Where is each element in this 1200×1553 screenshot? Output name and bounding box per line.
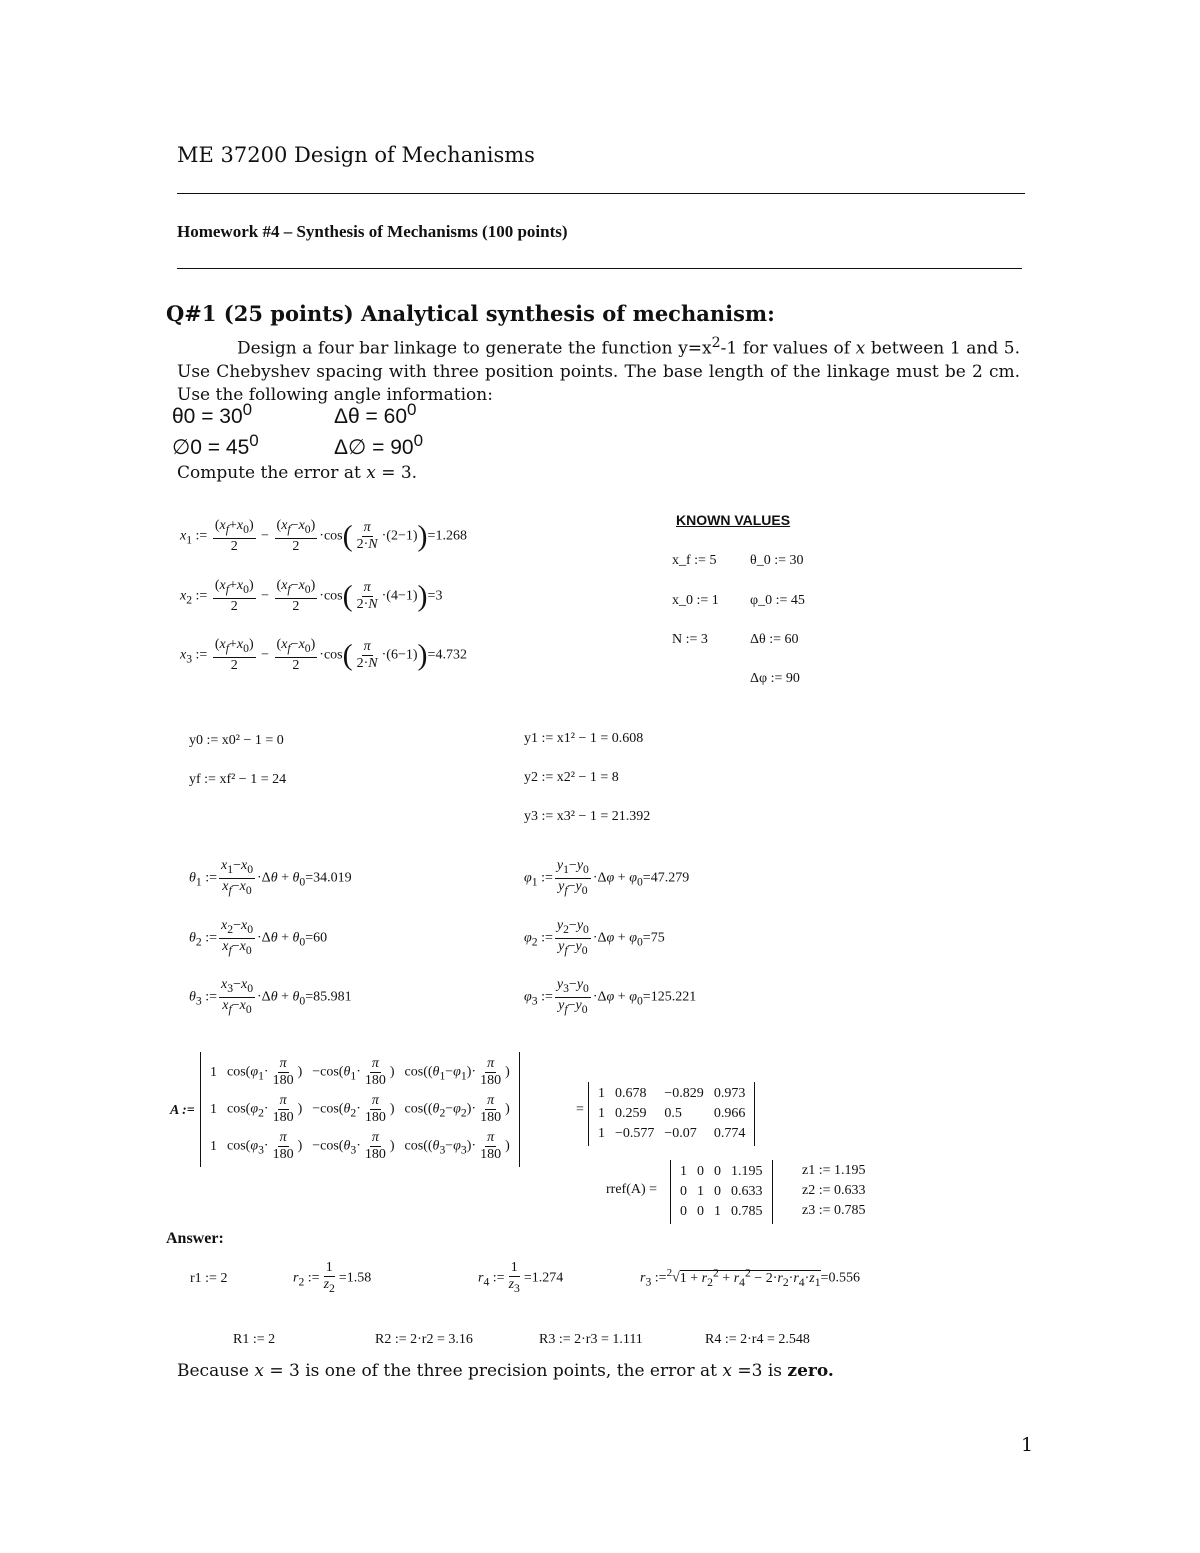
- rref-matrix: 1 0 0 1.195 0 1 0 0.633 0 0 1 0.785: [670, 1160, 773, 1224]
- para-x: x: [855, 338, 866, 359]
- eq-phi1: $\varphi_1$ := $\frac{y_1-y_0}{y_f-y_0}$ $\cdot\Delta\varphi + \varphi_0=47.279$: [524, 858, 690, 897]
- compute-line: Compute the error at x = 3.: [177, 463, 418, 483]
- homework-title: Homework #4 – Synthesis of Mechanisms (100 points): [177, 222, 568, 241]
- eq-theta3: $\theta_3$ := $\frac{x_3-x_0}{x_f-x_0}$ $\cdot\Delta\theta + \theta_0=85.981$: [189, 977, 352, 1016]
- delta-theta-line: $\Delta\theta = 60^0$: [334, 400, 417, 428]
- known-theta0: θ_0 := 30: [750, 553, 804, 568]
- eq-y3: y3 := x3² − 1 = 21.392: [524, 809, 651, 824]
- x2-result: 3: [435, 588, 443, 604]
- para-text-1: Design a four bar linkage to generate the function y=x: [237, 338, 712, 359]
- eq-x3: $x_3$ := $\frac{(x_f+x_0)}{2}$ − $\frac{(x_f-x_0)}{2}$ ·cos( $\frac{\pi}{2\cdot N}$ ·(6−1))=4.732: [180, 637, 467, 673]
- para-sup: 2: [711, 335, 721, 351]
- known-dtheta: Δθ := 60: [750, 632, 799, 647]
- r1-value: r1 := 2: [190, 1271, 228, 1286]
- matrix-A-values: 1 0.678 −0.829 0.973 1 0.259 0.5 0.966 1 −0.577 −0.07 0.774: [588, 1082, 755, 1146]
- delta-phi-line: Δ∅ = $90^0$: [334, 431, 424, 459]
- conclusion-line: Because x = 3 is one of the three precision points, the error at x =3 is zero.: [177, 1361, 834, 1381]
- theta0-line: $\theta 0 = 30^0$: [172, 400, 253, 428]
- eq-x1: $x_1$ := $\frac{(x_f+x_0)}{2}$ − $\frac{(x_f-x_0)}{2}$ ·cos( $\frac{\pi}{2\cdot N}$ ·(2−1))=1.268: [180, 518, 467, 554]
- divider-top: [177, 193, 1025, 194]
- z2-value: z2 := 0.633: [802, 1183, 866, 1198]
- R1-value: R1 := 2: [233, 1332, 276, 1347]
- eq-yf: yf := xf² − 1 = 24: [189, 772, 287, 787]
- known-x0: x_0 := 1: [672, 593, 719, 608]
- known-N: N := 3: [672, 632, 708, 647]
- x1-result: 1.268: [435, 528, 467, 544]
- page-number: 1: [1021, 1434, 1034, 1456]
- eq-x2: $x_2$ := $\frac{(x_f+x_0)}{2}$ − $\frac{(x_f-x_0)}{2}$ ·cos( $\frac{\pi}{2\cdot N}$ ·(4−1))=3: [180, 578, 443, 614]
- answer-heading: Answer:: [166, 1230, 224, 1247]
- phi0-line: ∅0 = $45^0$: [172, 431, 259, 459]
- question-heading: Q#1 (25 points) Analytical synthesis of mechanism:: [166, 301, 775, 326]
- known-dphi: Δφ := 90: [750, 671, 800, 686]
- known-values-heading: KNOWN VALUES: [676, 512, 791, 528]
- eq-y0: y0 := x0² − 1 = 0: [189, 733, 284, 748]
- x3-result: 4.732: [435, 647, 467, 663]
- eq-y2: y2 := x2² − 1 = 8: [524, 770, 619, 785]
- R2-value: R2 := 2·r2 = 3.16: [375, 1332, 473, 1347]
- eq-y1: y1 := x1² − 1 = 0.608: [524, 731, 644, 746]
- r4-eq: $r_4$ := $\frac{1}{z_3}$ =1.274: [478, 1260, 564, 1295]
- matrix-A-label: A :=: [170, 1103, 195, 1118]
- z3-value: z3 := 0.785: [802, 1203, 866, 1218]
- para-text-2: -1 for values of: [720, 338, 851, 359]
- rref-label: rref(A) =: [606, 1182, 658, 1197]
- course-title: ME 37200 Design of Mechanisms: [177, 143, 535, 167]
- question-paragraph: [177, 332, 1020, 407]
- eq-phi2: $\varphi_2$ := $\frac{y_2-y_0}{y_f-y_0}$ $\cdot\Delta\varphi + \varphi_0=75$: [524, 918, 665, 957]
- equals-sign: =: [576, 1102, 584, 1117]
- matrix-A-expression: 1 $\cos(\varphi_1\cdot$ $\frac{\pi}{180}$ ) $-\cos(\theta_1\cdot$ $\frac{\pi}{180}$ ) $\cos((\theta_1-\varphi_1)\cdot$ $\frac{\pi}{180}$ ) 1 $\cos(\varphi_2\cdot$ $\frac{\pi}{180}$ ) $-\cos(\theta_2\cdot$ $\frac{\pi}{180}$ ) $\cos((\theta_2-\varphi_2)\cdot$ $\frac{\pi}{180}$ ) 1 $\cos(\varphi_3\cdot$ $\frac{\pi}{180}$ ) $-\cos(\theta_3\cdot$ $\frac{\pi}{180}$ ) $\cos((\theta_3-\varphi_3)\cdot$ $\frac{\pi}{180}$ ): [200, 1052, 520, 1167]
- divider-bottom: [177, 268, 1022, 269]
- z1-value: z1 := 1.195: [802, 1163, 866, 1178]
- known-xf: x_f := 5: [672, 553, 717, 568]
- r3-eq: $r_3$ :=$^2$√1 + $r_2^2 + r_4^2 - 2\cdot r_2\cdot r_4\cdot z_1=0.556$: [640, 1266, 860, 1289]
- eq-theta2: $\theta_2$ := $\frac{x_2-x_0}{x_f-x_0}$ $\cdot\Delta\theta + \theta_0=60$: [189, 918, 328, 957]
- eq-phi3: $\varphi_3$ := $\frac{y_3-y_0}{y_f-y_0}$ $\cdot\Delta\varphi + \varphi_0=125.221$: [524, 977, 697, 1016]
- R4-value: R4 := 2·r4 = 2.548: [705, 1332, 810, 1347]
- known-phi0: φ_0 := 45: [750, 593, 805, 608]
- eq-theta1: $\theta_1$ := $\frac{x_1-x_0}{x_f-x_0}$ $\cdot\Delta\theta + \theta_0=34.019$: [189, 858, 352, 897]
- r2-eq: $r_2$ := $\frac{1}{z_2}$ =1.58: [293, 1260, 372, 1295]
- R3-value: R3 := 2·r3 = 1.111: [539, 1332, 643, 1347]
- para-text-3: between 1 and 5. Use Chebyshev spacing with three position points. The base length of the linkage must be 2 cm. Use the following angle information:: [177, 338, 1021, 405]
